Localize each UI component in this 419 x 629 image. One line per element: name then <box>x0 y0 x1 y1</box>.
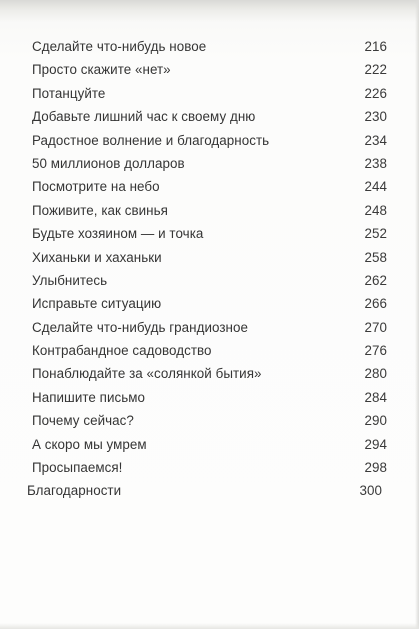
toc-entry-title: Будьте хозяином — и точка <box>32 226 204 242</box>
toc-entry <box>32 269 387 292</box>
toc-entry-page: 222 <box>364 62 387 78</box>
toc-entry-title: Сделайте что-нибудь грандиозное <box>32 319 248 335</box>
toc-entry-title: Исправьте ситуацию <box>32 296 162 312</box>
toc-entry <box>32 246 387 269</box>
toc-entry <box>32 82 387 105</box>
page-top-shadow <box>0 0 419 22</box>
toc-entry <box>32 409 387 432</box>
toc-entry-title: Напишите письмо <box>32 389 146 405</box>
toc-entry <box>32 199 387 222</box>
toc-entry <box>32 222 387 245</box>
toc-entry <box>32 433 387 456</box>
toc-entry-page: 216 <box>364 39 387 54</box>
toc-entry <box>32 175 387 198</box>
toc-entry-page: 262 <box>364 272 387 288</box>
toc-entry-page: 298 <box>364 460 387 476</box>
toc-entry-page: 226 <box>364 85 387 101</box>
toc-entry-title: Потанцуйте <box>32 85 106 101</box>
toc-entry-page: 266 <box>364 296 387 312</box>
toc-entry <box>32 105 387 128</box>
toc-entry-title: Хиханьки и хаханьки <box>32 249 162 265</box>
page-bottom-edge <box>0 623 419 629</box>
table-of-contents <box>27 35 387 503</box>
toc-entry-page: 234 <box>364 132 387 148</box>
toc-entry-page: 300 <box>359 483 382 499</box>
toc-entry-title: Понаблюдайте за «солянкой бытия» <box>32 366 262 382</box>
toc-entry-page: 258 <box>364 249 387 265</box>
toc-entry <box>32 316 387 339</box>
page-right-edge <box>415 0 419 629</box>
toc-entry-page: 230 <box>364 109 387 125</box>
toc-entry-page: 290 <box>364 413 387 429</box>
toc-entry <box>32 386 387 409</box>
toc-entry-title: Почему сейчас? <box>32 413 134 429</box>
toc-entry-title: Просыпаемся! <box>32 460 123 476</box>
toc-entry <box>32 152 387 175</box>
toc-entry-page: 252 <box>364 226 387 242</box>
toc-entry-title: А скоро мы умрем <box>32 436 147 452</box>
toc-entry-title: Улыбнитесь <box>32 272 108 288</box>
toc-entry-page: 248 <box>364 202 387 218</box>
toc-entry-title: Контрабандное садоводство <box>32 343 212 359</box>
toc-entry-page: 238 <box>364 155 387 171</box>
toc-entry-page: 294 <box>364 436 387 452</box>
toc-entry-title: Сделайте что-нибудь новое <box>32 39 207 54</box>
toc-entry <box>32 35 387 58</box>
toc-entry-page: 284 <box>364 389 387 405</box>
toc-entry <box>27 479 387 502</box>
toc-entry-title: Посмотрите на небо <box>32 179 160 195</box>
toc-entry-title: 50 миллионов долларов <box>32 155 185 171</box>
toc-entry <box>32 292 387 315</box>
toc-entry <box>32 339 387 362</box>
toc-entry-title: Поживите, как свинья <box>32 202 168 218</box>
toc-entry-title: Радостное волнение и благодарность <box>32 132 270 148</box>
toc-entry-page: 280 <box>364 366 387 382</box>
toc-entry <box>32 129 387 152</box>
toc-entry-title: Благодарности <box>27 483 122 499</box>
toc-entry-page: 244 <box>364 179 387 195</box>
toc-entry <box>32 456 387 479</box>
toc-entry-page: 270 <box>364 319 387 335</box>
toc-entry <box>32 362 387 385</box>
toc-entry-title: Просто скажите «нет» <box>32 62 171 78</box>
toc-entry-title: Добавьте лишний час к своему дню <box>32 109 256 125</box>
toc-entry-page: 276 <box>364 343 387 359</box>
toc-entry <box>32 58 387 81</box>
